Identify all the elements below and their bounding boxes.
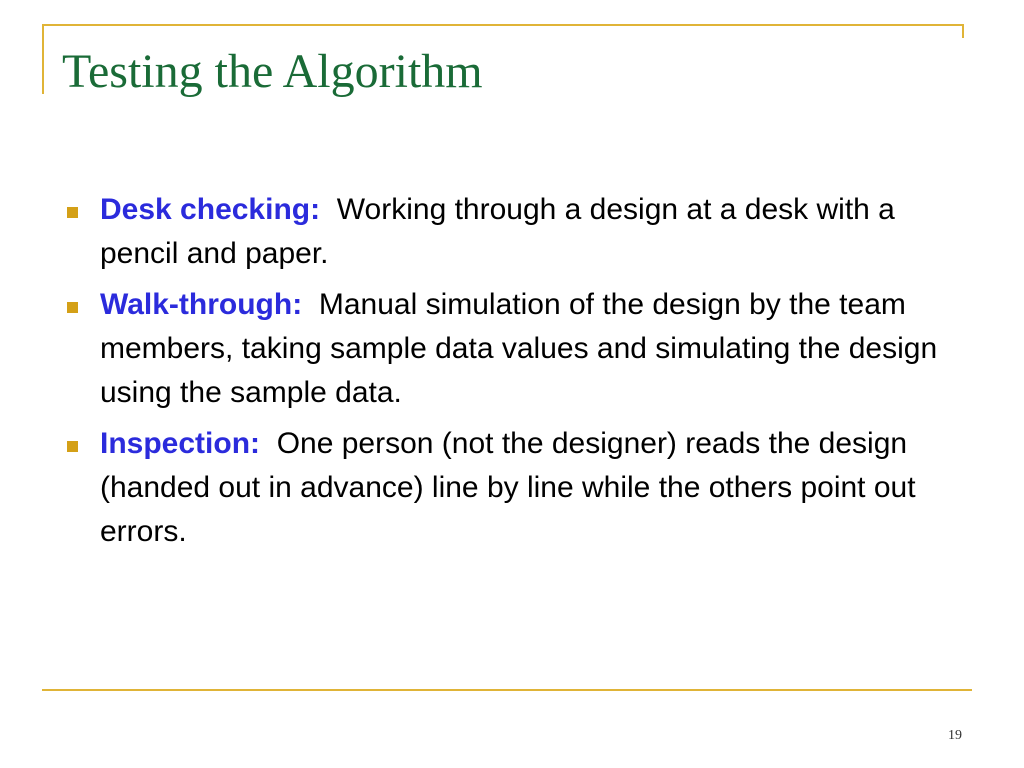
bullet-text: Manual simulation of the design by the team members, taking sample data values and simulating the design using the sample data. [100, 288, 938, 409]
footer-rule [42, 689, 972, 691]
slide-title: Testing the Algorithm [62, 45, 483, 98]
frame-right-rule [962, 24, 964, 38]
square-bullet-icon [67, 207, 78, 218]
bullet-item-desk-checking [60, 188, 960, 276]
bullet-term: Inspection: [100, 427, 261, 460]
bullet-term: Walk-through: [100, 288, 303, 321]
frame-top-rule [42, 24, 964, 26]
square-bullet-icon [67, 302, 78, 313]
bullet-term: Desk checking: [100, 193, 321, 226]
bullet-text: Working through a design at a desk with a pencil and paper. [100, 193, 895, 270]
frame-left-rule [42, 24, 44, 94]
bullet-item-inspection [60, 422, 960, 554]
bullet-item-walk-through [60, 283, 960, 415]
bullet-list [60, 188, 960, 561]
square-bullet-icon [67, 441, 78, 452]
page-number: 19 [948, 728, 962, 743]
bullet-text: One person (not the designer) reads the design (handed out in advance) line by line while the others point out errors. [100, 427, 916, 548]
